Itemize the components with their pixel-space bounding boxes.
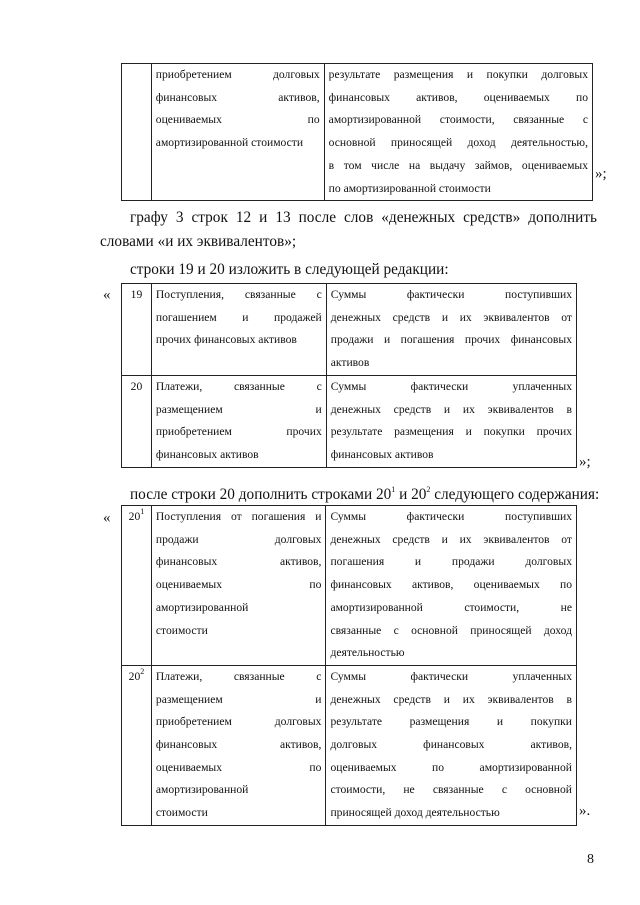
- cell-text-line: финансовых активов, оцениваемых по: [328, 90, 588, 104]
- cell-text-line: продажи долговых: [155, 532, 322, 546]
- continuation-table: [121, 63, 593, 201]
- cell-text-line: стоимости: [155, 623, 208, 637]
- cell-text-line: денежных средств и их эквивалентов в: [330, 692, 572, 706]
- cell-text-line: активов: [330, 356, 370, 370]
- row-number-cell: [122, 284, 152, 376]
- replacement-rows-table: [121, 283, 577, 468]
- cell-text-line: амортизированной стоимости, связанные с: [328, 113, 588, 127]
- table3-open-quote: «: [103, 510, 111, 526]
- indicator-description-cell: [326, 375, 576, 467]
- table2-close-quote: »;: [579, 454, 591, 470]
- cell-text-line: финансовых активов,: [155, 738, 322, 752]
- cell-text-line: по амортизированной стоимости: [328, 181, 491, 195]
- paragraph-3-text-after: следующего содержания:: [430, 486, 600, 503]
- cell-text-line: результате размещения и покупки прочих: [330, 425, 572, 439]
- row-number-cell: [122, 506, 152, 666]
- cell-text-line: приобретением долговых: [155, 68, 320, 81]
- indicator-description-cell: [324, 64, 592, 201]
- cell-text-line: финансовых активов: [330, 447, 434, 461]
- cell-text-line: оцениваемых по: [155, 113, 320, 127]
- cell-text-line: приобретением долговых: [155, 715, 322, 729]
- indicator-name-cell: [151, 64, 324, 201]
- cell-text-line: финансовых активов,: [155, 90, 320, 104]
- cell-text-line: Суммы фактически поступивших: [330, 288, 572, 301]
- indicator-name-cell: [151, 284, 326, 376]
- table-row: [122, 284, 577, 376]
- row-number: 20: [128, 669, 141, 683]
- cell-text-line: продажи и погашения прочих финансовых: [330, 333, 572, 347]
- cell-text-line: стоимости, не связанные с основной: [330, 783, 572, 797]
- paragraph-1: [100, 206, 597, 254]
- cell-text-line: результате размещения и покупки: [330, 715, 572, 729]
- row-number-cell: [122, 665, 152, 825]
- cell-text-line: долговых финансовых активов,: [330, 738, 572, 752]
- indicator-name-cell: [151, 375, 326, 467]
- cell-text-line: Платежи, связанные с: [155, 669, 322, 683]
- cell-text-line: стоимости: [155, 806, 208, 820]
- indicator-description-cell: [326, 506, 577, 666]
- cell-text-line: основной приносящей доход деятельностью,: [328, 136, 588, 150]
- cell-text-line: Платежи, связанные с: [155, 379, 322, 393]
- paragraph-3-text-mid: и 20: [395, 486, 427, 503]
- cell-text-line: приносящей доход деятельностью: [330, 806, 500, 820]
- page-number: 8: [587, 852, 594, 867]
- indicator-name-cell: [151, 665, 326, 825]
- cell-text-line: погашением и продажей: [155, 310, 322, 324]
- table3-close-quote: ».: [579, 803, 591, 819]
- table-row: [122, 665, 577, 825]
- table2-open-quote: «: [103, 287, 111, 303]
- new-rows-table: [121, 505, 577, 826]
- paragraph-1-line-2: словами «и их эквивалентов»;: [100, 233, 297, 250]
- indicator-name-cell: [151, 506, 326, 666]
- cell-text-line: оцениваемых по амортизированной: [330, 760, 572, 774]
- paragraph-3-sup-2: 2: [426, 484, 431, 494]
- cell-text-line: Суммы фактически уплаченных: [330, 669, 572, 683]
- cell-text-line: денежных средств и их эквивалентов от: [330, 532, 572, 546]
- cell-text-line: связанные с основной приносящей доход: [330, 623, 572, 637]
- row-number: 20: [130, 379, 143, 393]
- cell-text-line: Поступления от погашения и: [155, 510, 322, 523]
- indicator-description-cell: [326, 665, 577, 825]
- cell-text-line: размещением и: [155, 402, 322, 416]
- cell-text-line: денежных средств и их эквивалентов от: [330, 310, 572, 324]
- row-number: 19: [130, 288, 143, 301]
- cell-text-line: финансовых активов, оцениваемых по: [330, 578, 572, 592]
- cell-text-line: оцениваемых по: [155, 578, 322, 592]
- table-row: [122, 506, 577, 666]
- cell-text-line: финансовых активов,: [155, 555, 322, 569]
- cell-text-line: деятельностью: [330, 646, 405, 660]
- row-number-superscript: 1: [140, 507, 145, 517]
- table-row: [122, 375, 577, 467]
- cell-text-line: приобретением прочих: [155, 425, 322, 439]
- paragraph-2: строки 19 и 20 изложить в следующей редакции:: [130, 261, 449, 278]
- table1-close-quote: »;: [595, 166, 607, 182]
- indicator-description-cell: [326, 284, 576, 376]
- table-row: [122, 64, 593, 201]
- cell-text-line: денежных средств и их эквивалентов в: [330, 402, 572, 416]
- cell-text-line: прочих финансовых активов: [155, 333, 297, 347]
- cell-text-line: Суммы фактически поступивших: [330, 510, 572, 523]
- paragraph-3-sup-1: 1: [391, 484, 396, 494]
- cell-text-line: оцениваемых по: [155, 760, 322, 774]
- cell-text-line: размещением и: [155, 692, 322, 706]
- row-number-superscript: 2: [140, 667, 145, 677]
- cell-text-line: амортизированной стоимости, не: [330, 600, 572, 614]
- cell-text-line: в том числе на выдачу займов, оцениваемых: [328, 158, 588, 172]
- row-number: 20: [128, 510, 141, 523]
- paragraph-3-text-before: после строки 20 дополнить строками 20: [130, 486, 392, 503]
- cell-text-line: погашения и продажи долговых: [330, 555, 572, 569]
- cell-text-line: амортизированной: [155, 600, 249, 614]
- cell-text-line: результате размещения и покупки долговых: [328, 68, 588, 81]
- cell-text-line: Суммы фактически уплаченных: [330, 379, 572, 393]
- cell-text-line: финансовых активов: [155, 447, 259, 461]
- cell-text-line: амортизированной стоимости: [155, 136, 304, 150]
- paragraph-1-line-1: графу 3 строк 12 и 13 после слов «денежных средств» дополнить: [130, 209, 597, 226]
- cell-text-line: амортизированной: [155, 783, 249, 797]
- row-number-cell: [122, 375, 152, 467]
- cell-text-line: Поступления, связанные с: [155, 288, 322, 301]
- paragraph-3: [100, 483, 627, 507]
- row-number-cell: [122, 64, 152, 201]
